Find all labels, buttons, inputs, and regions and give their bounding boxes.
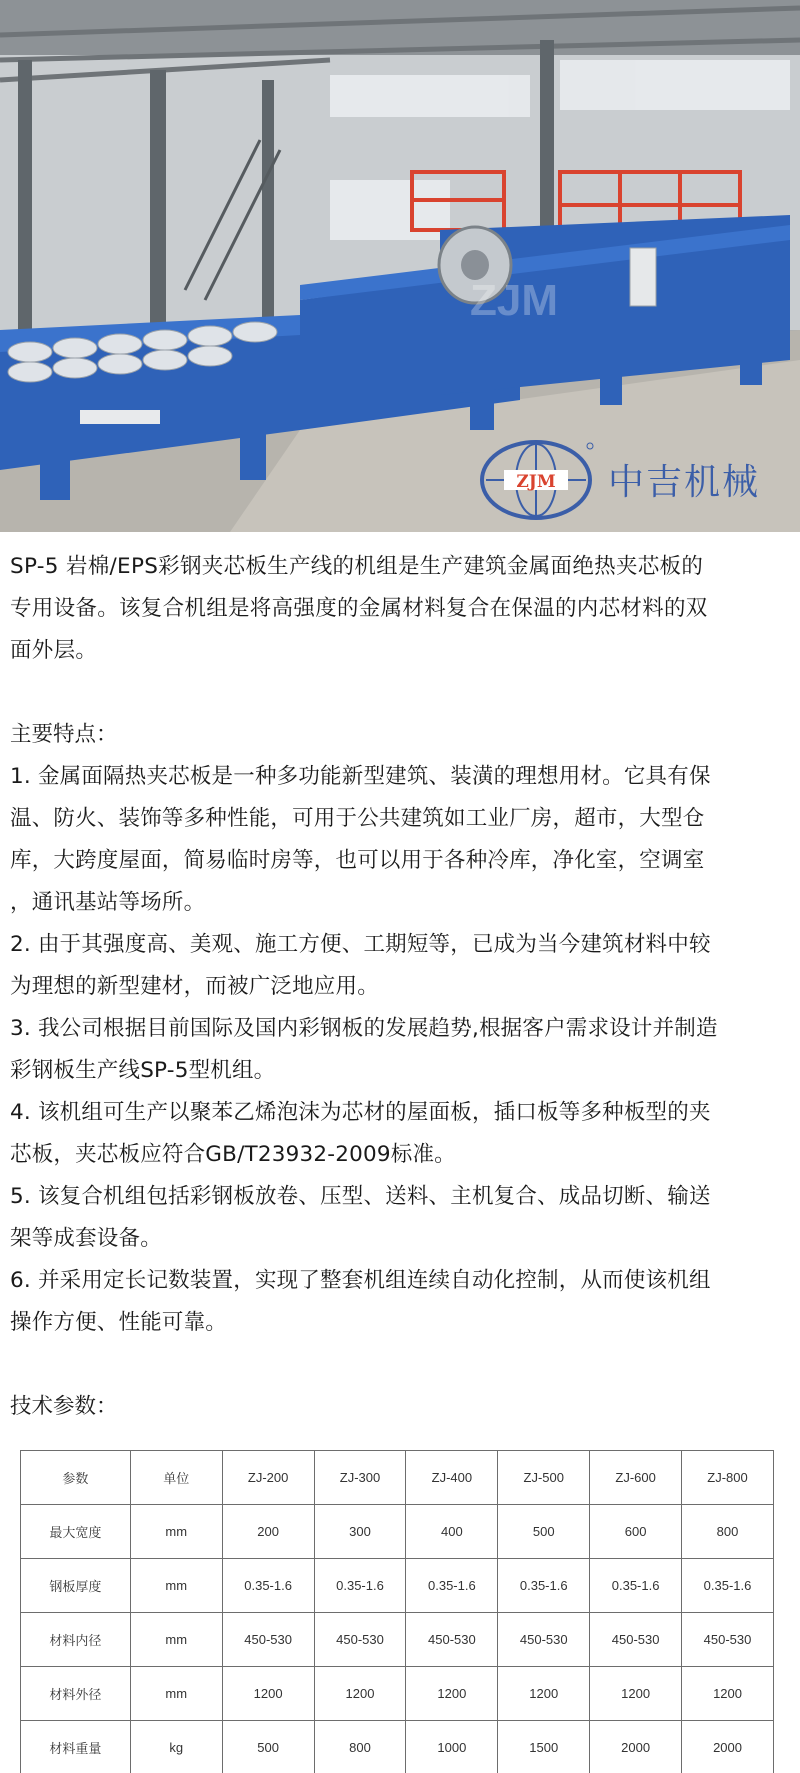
feature-line: 2. 由于其强度高、美观、施工方便、工期短等，已成为当今建筑材料中较 — [10, 932, 711, 957]
table-cell: 500 — [498, 1505, 590, 1559]
feature-line: 库，大跨度屋面，简易临时房等，也可以用于各种冷库，净化室，空调室 — [10, 848, 705, 873]
table-cell: 1000 — [406, 1721, 498, 1773]
table-cell: 800 — [314, 1721, 406, 1773]
table-cell: 200 — [222, 1505, 314, 1559]
table-cell: 0.35-1.6 — [498, 1559, 590, 1613]
table-cell: 450-530 — [590, 1613, 682, 1667]
table-header-cell: ZJ-800 — [682, 1451, 774, 1505]
table-cell: 400 — [406, 1505, 498, 1559]
table-cell: 材料重量 — [21, 1721, 131, 1773]
table-cell: 450-530 — [406, 1613, 498, 1667]
feature-line: 1. 金属面隔热夹芯板是一种多功能新型建筑、装潢的理想用材。它具有保 — [10, 764, 711, 789]
table-cell: 600 — [590, 1505, 682, 1559]
feature-line: 架等成套设备。 — [10, 1226, 162, 1251]
table-cell: 500 — [222, 1721, 314, 1773]
table-cell: 2000 — [590, 1721, 682, 1773]
feature-line: 芯板，夹芯板应符合GB/T23932-2009标准。 — [10, 1142, 456, 1167]
table-row — [21, 1613, 774, 1667]
features-list — [10, 756, 790, 1344]
table-cell: 材料内径 — [21, 1613, 131, 1667]
table-header-cell: ZJ-400 — [406, 1451, 498, 1505]
article-body — [0, 532, 800, 1428]
table-header-cell: ZJ-500 — [498, 1451, 590, 1505]
specs-heading: 技术参数： — [10, 1394, 118, 1419]
table-cell: 450-530 — [682, 1613, 774, 1667]
brand-logo-text: ZJM — [516, 472, 556, 492]
table-header-cell: 单位 — [130, 1451, 222, 1505]
intro-line: 面外层。 — [10, 638, 98, 663]
feature-line: 温、防火、装饰等多种性能，可用于公共建筑如工业厂房，超市，大型仓 — [10, 806, 705, 831]
table-cell: 2000 — [682, 1721, 774, 1773]
feature-line: 4. 该机组可生产以聚苯乙烯泡沫为芯材的屋面板，插口板等多种板型的夹 — [10, 1100, 711, 1125]
table-header-row — [21, 1451, 774, 1505]
feature-line: 3. 我公司根据目前国际及国内彩钢板的发展趋势,根据客户需求设计并制造 — [10, 1016, 718, 1041]
brand-mark — [478, 436, 778, 522]
watermark-text: ZJM — [470, 276, 558, 325]
table-header-cell: ZJ-300 — [314, 1451, 406, 1505]
table-cell: mm — [130, 1613, 222, 1667]
table-cell: 1200 — [314, 1667, 406, 1721]
table-cell: kg — [130, 1721, 222, 1773]
table-row — [21, 1505, 774, 1559]
table-cell: 钢板厚度 — [21, 1559, 131, 1613]
feature-line: 6. 并采用定长记数装置，实现了整套机组连续自动化控制，从而使该机组 — [10, 1268, 711, 1293]
features-heading: 主要特点： — [10, 722, 118, 747]
feature-line: 彩钢板生产线SP-5型机组。 — [10, 1058, 276, 1083]
table-header-cell: ZJ-200 — [222, 1451, 314, 1505]
globe-logo-icon — [478, 436, 594, 522]
spec-table — [20, 1450, 774, 1773]
table-cell: 0.35-1.6 — [314, 1559, 406, 1613]
table-cell: 450-530 — [222, 1613, 314, 1667]
table-cell: 450-530 — [314, 1613, 406, 1667]
feature-line: 为理想的新型建材，而被广泛地应用。 — [10, 974, 379, 999]
table-cell: 0.35-1.6 — [682, 1559, 774, 1613]
feature-line: ，通讯基站等场所。 — [10, 890, 206, 915]
table-cell: mm — [130, 1505, 222, 1559]
table-cell: 1500 — [498, 1721, 590, 1773]
table-row — [21, 1667, 774, 1721]
table-cell: 450-530 — [498, 1613, 590, 1667]
feature-line: 5. 该复合机组包括彩钢板放卷、压型、送料、主机复合、成品切断、输送 — [10, 1184, 711, 1209]
table-cell: 0.35-1.6 — [406, 1559, 498, 1613]
intro-line: SP-5 岩棉/EPS彩钢夹芯板生产线的机组是生产建筑金属面绝热夹芯板的 — [10, 554, 704, 579]
intro-paragraph — [10, 546, 790, 672]
table-cell: 1200 — [682, 1667, 774, 1721]
table-cell: mm — [130, 1559, 222, 1613]
product-photo — [0, 0, 800, 532]
table-cell: 1200 — [406, 1667, 498, 1721]
table-cell: 0.35-1.6 — [590, 1559, 682, 1613]
table-cell: 1200 — [590, 1667, 682, 1721]
table-cell: 800 — [682, 1505, 774, 1559]
table-cell: 1200 — [222, 1667, 314, 1721]
feature-line: 操作方便、性能可靠。 — [10, 1310, 228, 1335]
table-cell: mm — [130, 1667, 222, 1721]
table-header-cell: 参数 — [21, 1451, 131, 1505]
table-row — [21, 1721, 774, 1773]
table-row — [21, 1559, 774, 1613]
table-cell: 材料外径 — [21, 1667, 131, 1721]
table-header-cell: ZJ-600 — [590, 1451, 682, 1505]
intro-line: 专用设备。该复合机组是将高强度的金属材料复合在保温的内芯材料的双 — [10, 596, 708, 621]
table-cell: 最大宽度 — [21, 1505, 131, 1559]
table-cell: 300 — [314, 1505, 406, 1559]
table-cell: 0.35-1.6 — [222, 1559, 314, 1613]
spec-table-wrapper — [0, 1428, 800, 1773]
brand-name: 中吉机械 — [608, 461, 761, 503]
table-cell: 1200 — [498, 1667, 590, 1721]
